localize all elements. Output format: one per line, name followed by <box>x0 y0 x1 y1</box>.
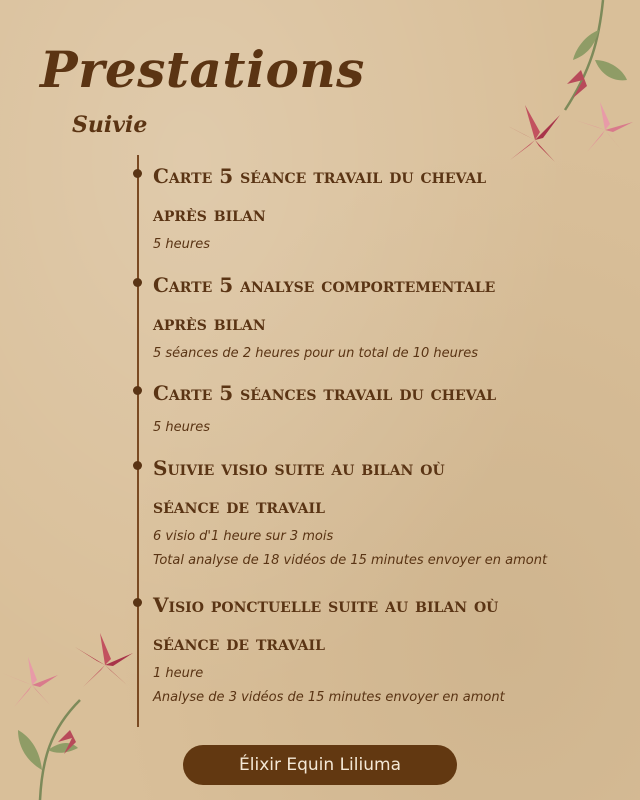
service-detail: Total analyse de 18 vidéos de 15 minutes envoyer en amont <box>153 553 548 568</box>
service-title: séance de travail <box>153 494 325 518</box>
timeline-dot-icon <box>133 598 142 607</box>
service-item <box>153 586 613 710</box>
service-title: Carte 5 séances travail du cheval <box>153 381 497 405</box>
service-detail: 5 heures <box>153 237 210 252</box>
service-title: séance de travail <box>153 631 325 655</box>
service-item <box>153 374 613 440</box>
page-title: Prestations <box>40 40 365 99</box>
service-item <box>153 449 613 573</box>
page-subtitle: Suivie <box>72 112 148 138</box>
service-detail: 6 visio d'1 heure sur 3 mois <box>153 529 334 544</box>
service-detail: 1 heure <box>153 666 204 681</box>
service-title: Suivie visio suite au bilan où <box>153 456 445 480</box>
service-item <box>153 157 613 257</box>
service-title: Visio ponctuelle suite au bilan où <box>153 593 499 617</box>
service-detail: 5 séances de 2 heures pour un total de 10 heures <box>153 346 478 361</box>
service-title: Carte 5 séance travail du cheval <box>153 164 487 188</box>
brand-button[interactable]: Élixir Equin Liliuma <box>183 745 457 785</box>
timeline-dot-icon <box>133 386 142 395</box>
service-title: après bilan <box>153 311 266 335</box>
service-detail: 5 heures <box>153 420 210 435</box>
service-detail: Analyse de 3 vidéos de 15 minutes envoyer en amont <box>153 690 505 705</box>
timeline-line <box>137 155 139 727</box>
timeline-dot-icon <box>133 461 142 470</box>
service-title: après bilan <box>153 202 266 226</box>
lily-flower-bottom-left-icon <box>0 630 140 800</box>
service-item <box>153 266 613 366</box>
timeline-dot-icon <box>133 169 142 178</box>
timeline-dot-icon <box>133 278 142 287</box>
service-title: Carte 5 analyse comportementale <box>153 273 496 297</box>
